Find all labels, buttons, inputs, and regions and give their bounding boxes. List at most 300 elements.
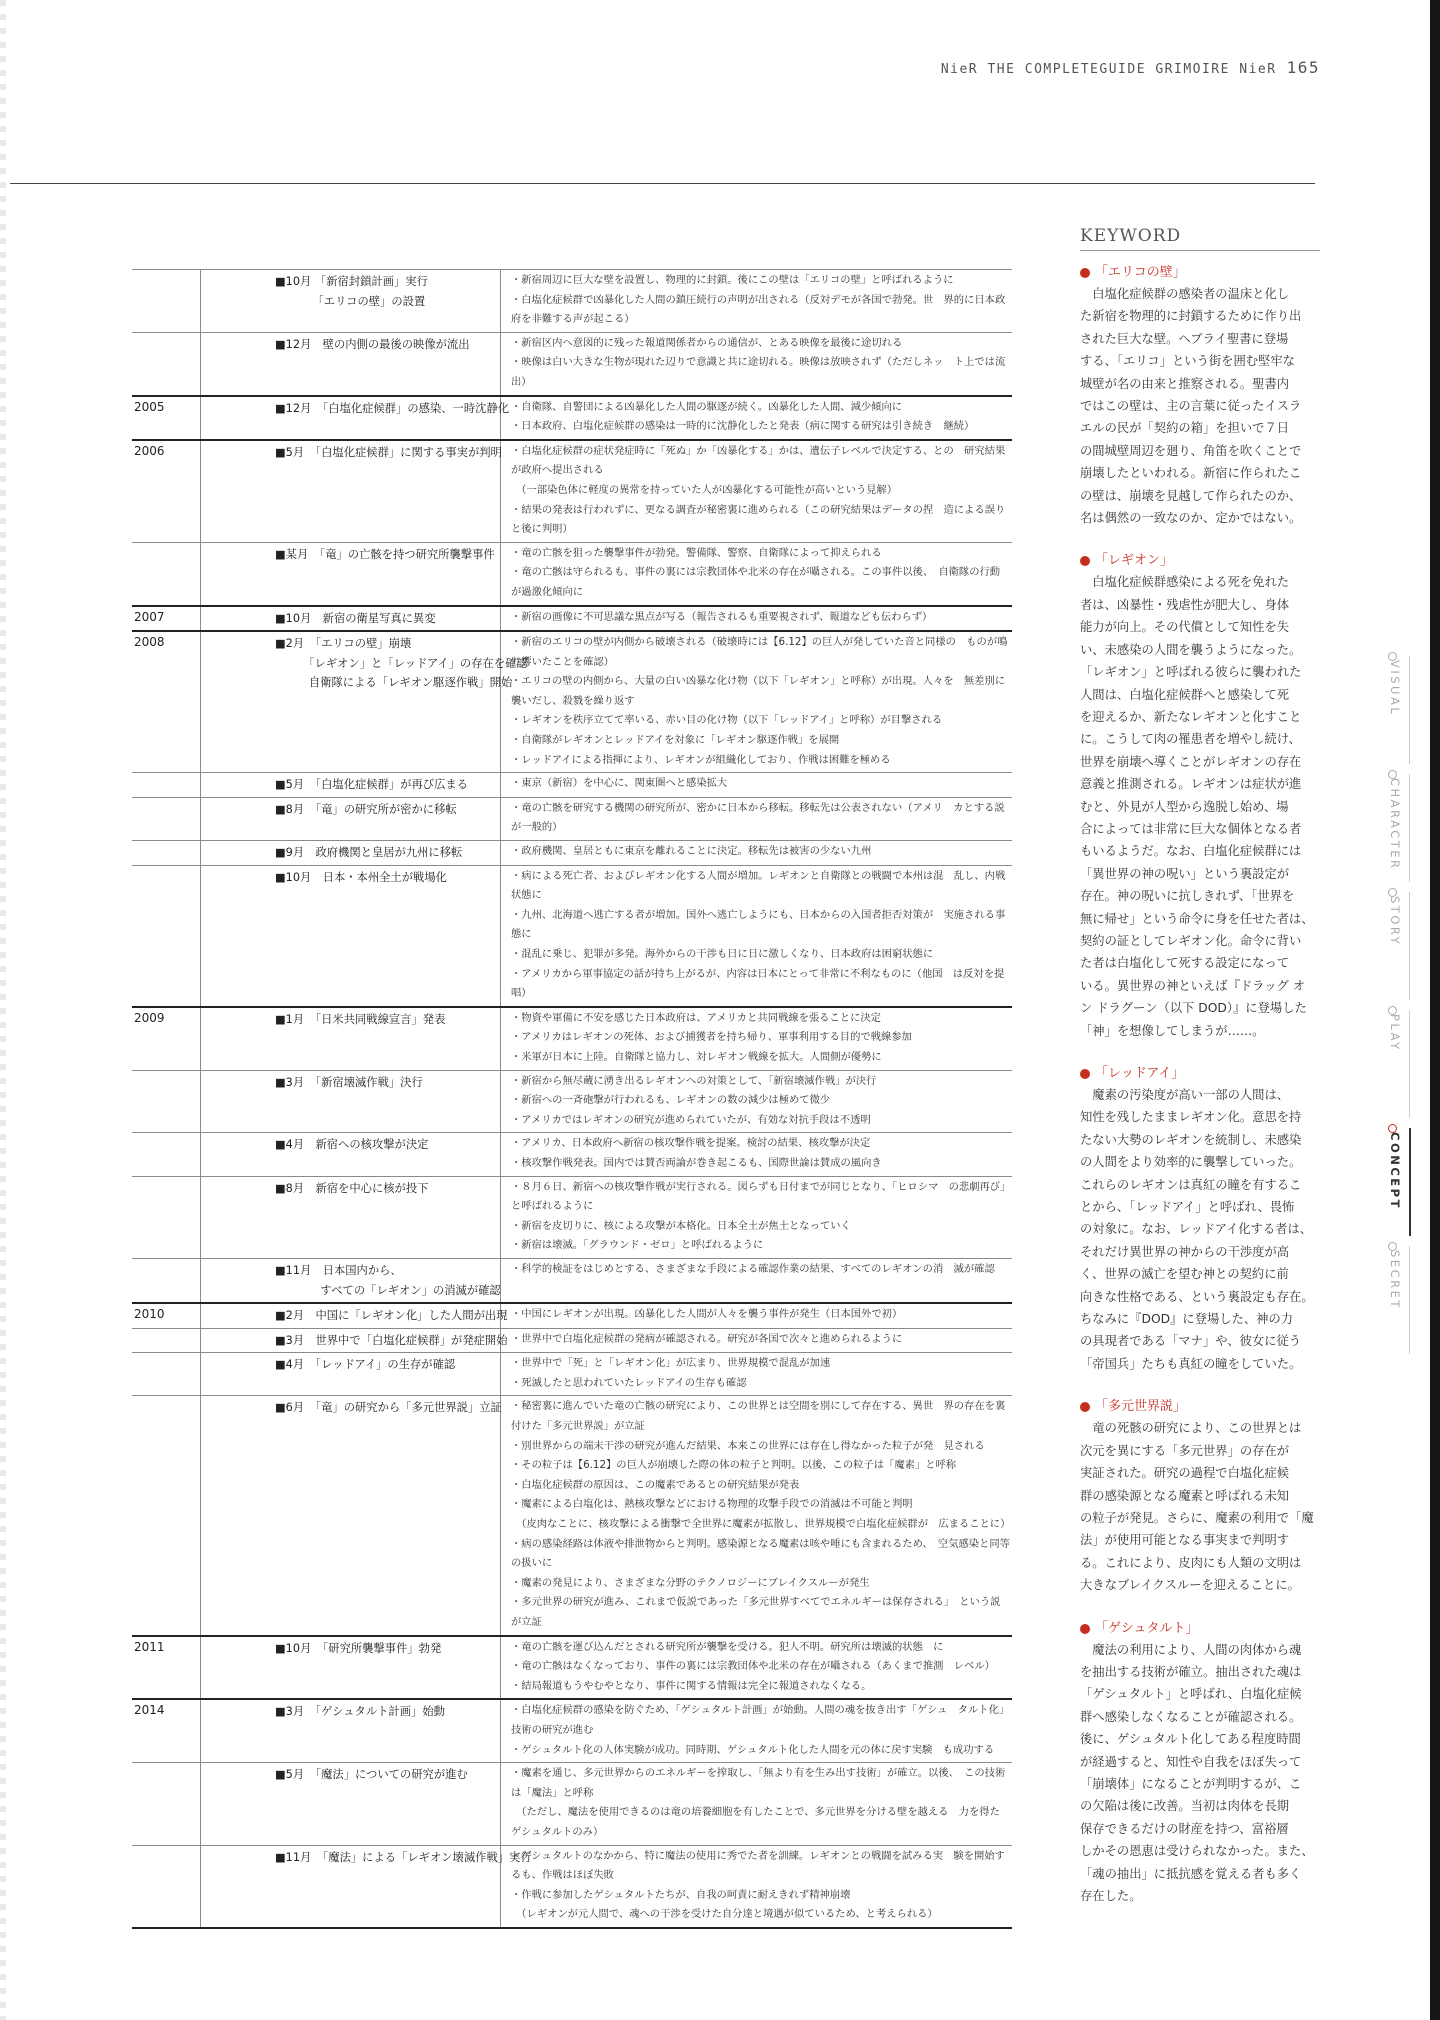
keyword-body-line: いる。異世界の神といえば『ドラッグ オ: [1080, 978, 1306, 993]
timeline-event-line: ■4月 「レッドアイ」の生存が確認: [275, 1358, 456, 1372]
keyword-body-line: とから、「レッドアイ」と呼ばれ、畏怖: [1080, 1200, 1295, 1215]
keyword-body-line: 存在した。: [1080, 1889, 1142, 1903]
keyword-heading: [1080, 1064, 1320, 1084]
timeline-year: 2010: [132, 1304, 201, 1328]
timeline-description-item: ・レギオンを秩序立てて率いる、赤い目の化け物（以下「レッドアイ」と呼称）が目撃される: [511, 714, 943, 727]
bullet-dot-icon: [1080, 1069, 1090, 1079]
timeline-event-line: 自衛隊による「レギオン駆逐作戦」開始: [275, 676, 513, 690]
keyword-body-line: 世界を崩壊へ導くことがレギオンの存在: [1080, 754, 1302, 769]
keyword-body-line: 崩壊したといわれる。新宿に作られたこ: [1080, 466, 1302, 481]
keyword-body-line: る。これにより、皮肉にも人類の文明は: [1080, 1555, 1302, 1570]
timeline-description-item: ・新宿区内へ意図的に残った報道関係者からの通信が、とある映像を最後に途切れる: [511, 336, 903, 349]
timeline-description-item: ・ゲシュタルトのなかから、特に魔法の使用に秀でた者を訓練。レギオンとの戦闘を試みる実 験を開始するも、作戦はほぼ失敗: [511, 1849, 1005, 1882]
keyword-body-line: の具現者である「マナ」や、彼女に従う: [1080, 1334, 1302, 1349]
timeline-row: [132, 1352, 1012, 1395]
timeline-description-item: ・多元世界の研究が進み、これまで仮説であった「多元世界すべてでエネルギーは保存される」 という説が立証: [511, 1596, 1001, 1628]
timeline-event-line: ■11月 日本国内から、: [275, 1263, 402, 1277]
timeline-row: [132, 840, 1012, 865]
timeline-description-item: ・新宿を皮切りに、核による攻撃が本格化。日本全土が焦土となっていく: [511, 1219, 851, 1232]
timeline-row: [132, 1132, 1012, 1175]
keyword-heading: [1080, 263, 1320, 283]
timeline-description-item: ・結局報道もうやむやとなり、事件に関する情報は完全に報道されなくなる。: [511, 1679, 872, 1692]
timeline-year: [132, 1177, 201, 1258]
timeline-description-item: ・物資や軍備に不安を感じた日本政府は、アメリカと共同戦線を張ることに決定: [511, 1011, 881, 1024]
timeline-event: [201, 1008, 501, 1070]
keyword-body-line: い、未感染の人間を襲うようになった。: [1080, 642, 1302, 657]
timeline-event: [201, 1353, 501, 1395]
timeline-description-item: ・自衛隊、自警団による凶暴化した人間の駆逐が続く。凶暴化した人間、減少傾向に: [511, 400, 903, 413]
timeline-event: [201, 1304, 508, 1328]
timeline-row: [132, 1698, 1012, 1762]
timeline-event-line: ■6月 「竜」の研究から「多元世界説」立証: [275, 1401, 502, 1415]
timeline-description-item: ・竜の亡骸を運び込んだとされる研究所が襲撃を受ける。犯人不明。研究所は壊滅的状態 に: [511, 1640, 944, 1653]
section-tab-divider: [1409, 656, 1410, 764]
keyword-body-line: 人間は、白塩化症候群へと感染して死: [1080, 687, 1290, 702]
section-tab-divider: [1409, 892, 1410, 1000]
keyword-body-line: の欠陥は後に改善。当初は肉体を長期: [1080, 1799, 1290, 1814]
keyword-body-line: 契約の証としてレギオン化。命令に背い: [1080, 933, 1302, 948]
timeline-description-item: ・米軍が日本に上陸。自衛隊と協力し、対レギオン戦線を拡大。人間側が優勢に: [511, 1050, 882, 1063]
timeline-description-item: ・中国にレギオンが出現。凶暴化した人間が人々を襲う事件が発生（日本国外で初）: [511, 1308, 903, 1321]
keyword-body-line: 「神」を想像してしまうが……。: [1080, 1023, 1265, 1038]
timeline-row: [132, 605, 1012, 631]
keyword-body: [1080, 1417, 1320, 1596]
keyword-body-line: 大きなブレイクスルーを迎えることに。: [1080, 1578, 1300, 1593]
timeline-event: [201, 1637, 501, 1699]
timeline-event-line: ■5月 「魔法」についての研究が進む: [275, 1768, 468, 1782]
keyword-entry: [1080, 551, 1320, 1042]
section-nav: [1374, 660, 1404, 1368]
header-title: NieR THE COMPLETEGUIDE GRIMOIRE NieR: [940, 62, 1277, 77]
timeline-description-item: ・アメリカから軍事協定の話が持ち上がるが、内容は日本にとって非常に不利なものに（他国 は反対を提唱）: [511, 967, 1005, 1000]
section-tab-label: SECRET: [1388, 1250, 1402, 1310]
timeline-table: [132, 269, 1012, 1929]
timeline-row: [132, 865, 1012, 1006]
timeline-description-item: ・政府機関、皇居ともに東京を離れることに決定。移転先は被害の少ない九州: [511, 845, 872, 858]
timeline-event: [201, 1259, 501, 1302]
timeline-row: [132, 1762, 1012, 1844]
keyword-heading: [1080, 551, 1320, 571]
timeline-year: [132, 1763, 201, 1844]
timeline-description: [501, 1329, 1012, 1353]
timeline-year: [132, 1329, 201, 1353]
timeline-event: [201, 798, 501, 840]
timeline-event: [201, 841, 501, 865]
section-tab-divider: [1409, 1128, 1411, 1236]
timeline-row: [132, 630, 1012, 772]
timeline-description: [501, 1008, 1012, 1070]
timeline-description-item: ・８月６日、新宿への核攻撃作戦が実行される。図らずも日付までが同じとなり、「ヒロシマ の悲劇再び」と呼ばれるように: [511, 1180, 1006, 1213]
timeline-event: [201, 1700, 501, 1762]
section-tab-play[interactable]: [1374, 1014, 1404, 1132]
timeline-description-item: ・混乱に乗じ、犯罪が多発。海外からの干渉も日に日に激しくなり、日本政府は困窮状態に: [511, 948, 934, 960]
keyword-body-line: 者は、凶暴性・残虐性が肥大し、身体: [1080, 597, 1290, 612]
timeline-description-item: ・竜の亡骸は守られるも、事件の裏には宗教団体や北米の存在が囁される。この事件以後、 自衛隊の行動が過激化傾向に: [511, 566, 1001, 598]
keyword-body-line: 知性を残したままレギオン化。意思を持: [1080, 1110, 1302, 1125]
timeline-description: [501, 397, 1012, 439]
keyword-body-line: 次元を異にする「多元世界」の存在が: [1080, 1443, 1290, 1458]
timeline-event-line: ■3月 「ゲシュタルト計画」始動: [275, 1705, 445, 1719]
keyword-body-line: の粒子が発見。さらに、魔素の利用で「魔: [1080, 1510, 1314, 1525]
timeline-row: [132, 1395, 1012, 1634]
timeline-year: 2009: [132, 1008, 201, 1070]
timeline-description: [501, 270, 1012, 332]
timeline-event: [201, 607, 501, 631]
timeline-description-item: （一部染色体に軽度の異常を持っていた人が凶暴化する可能性が高いという見解）: [511, 483, 898, 496]
timeline-description-item: ・魔素を通じ、多元世界からのエネルギーを搾取し、「無より有を生み出す技術」が確立。以後、 この技術は「魔法」と呼称: [511, 1767, 1006, 1799]
timeline-row: [132, 797, 1012, 840]
keyword-body-line: た者は白塩化して死する設定になって: [1080, 956, 1290, 971]
timeline-description: [501, 1637, 1012, 1699]
bullet-dot-icon: [1080, 268, 1090, 278]
keyword-body-line: 存在。神の呪いに抗しきれず、「世界を: [1080, 889, 1295, 904]
timeline-description-item: ・世界中で白塩化症候群の発病が確認される。研究が各国で次々と進められるように: [511, 1332, 903, 1345]
keyword-body-line: 無に帰せ」という命令に身を任せた者は、: [1080, 911, 1314, 926]
keyword-body-line: 白塩化症候群感染による死を免れた: [1080, 575, 1290, 590]
timeline-event-line: ■12月 壁の内側の最後の映像が流出: [275, 337, 470, 351]
timeline-description-item: ・ゲシュタルト化の人体実験が成功。同時期、ゲシュタルト化した人間を元の体に戻す実験 も成功する: [511, 1743, 995, 1756]
keyword-term: 「レッドアイ」: [1095, 1066, 1185, 1081]
timeline-description: [501, 1700, 1012, 1762]
timeline-description: [501, 1177, 1012, 1258]
timeline-description-item: ・新宿の画像に不可思議な黒点が写る（報告されるも重要視されず、報道なども伝わらず）: [511, 610, 933, 623]
timeline-description: [501, 1259, 1012, 1302]
keyword-heading: [1080, 1397, 1320, 1417]
timeline-description: [501, 1304, 1012, 1328]
timeline-event-line: ■8月 「竜」の研究所が密かに移転: [275, 802, 457, 816]
keyword-body-line: の壁は、崩壊を見越して作られたのか、: [1080, 488, 1302, 503]
timeline-description-item: ・死滅したと思われていたレッドアイの生存も確認: [511, 1376, 747, 1389]
timeline-row: [132, 1176, 1012, 1258]
timeline-row: [132, 1328, 1012, 1353]
timeline-year: [132, 1396, 201, 1634]
timeline-event-line: ■10月 日本・本州全土が戦場化: [275, 870, 447, 884]
timeline-year: 2008: [132, 632, 201, 772]
timeline-description-item: ・竜の亡骸を研究する機関の研究所が、密かに日本から移転。移転先は公表されない（アメリ カとする説が一般的）: [511, 801, 1005, 834]
timeline-row: [132, 332, 1012, 395]
timeline-description-item: ・病による死亡者、およびレギオン化する人間が増加。レギオンと自衛隊との戦闘で本州は混 乱し、内戦状態に: [511, 869, 1006, 902]
keyword-body: [1080, 283, 1320, 529]
binding-strip: [1430, 0, 1440, 2020]
timeline-event: [201, 1763, 501, 1844]
timeline-event-line: ■9月 政府機関と皇居が九州に移転: [275, 846, 463, 860]
timeline-description-item: ・白塩化症候群の症状発症時に「死ぬ」か「凶暴化する」かは、遺伝子レベルで決定する、との 研究結果が政府へ提出される: [511, 444, 1006, 477]
keyword-body-line: する、「エリコ」という街を囲む堅牢な: [1080, 354, 1295, 369]
timeline-event: [201, 1846, 532, 1927]
timeline-description-item: ・新宿から無尽蔵に湧き出るレギオンへの対策として、「新宿壊滅作戦」が決行: [511, 1074, 877, 1087]
keyword-body-line: 群の感染源となる魔素と呼ばれる未知: [1080, 1488, 1290, 1503]
timeline-description-item: ・東京（新宿）を中心に、関東圏へと感染拡大: [511, 777, 728, 790]
timeline-description-item: ・科学的検証をはじめとする、さまざまな手段による確認作業の結果、すべてのレギオンの消 滅が確認: [511, 1262, 995, 1275]
timeline-description-item: ・白塩化症候群の感染を防ぐため、「ゲシュタルト計画」が始動。人間の魂を抜き出す「ゲシュ タルト化」技術の研究が進む: [511, 1704, 1010, 1736]
timeline-event: [201, 270, 501, 332]
timeline-year: [132, 866, 201, 1006]
timeline-row: [132, 772, 1012, 797]
timeline-description-item: ・魔素の発見により、さまざまな分野のテクノロジーにブレイクスルーが発生: [511, 1576, 870, 1589]
keyword-body-line: 法」が使用可能となる事実まで判明す: [1080, 1533, 1290, 1548]
timeline-description: [501, 632, 1012, 772]
timeline-description-item: ・竜の亡骸を狙った襲撃事件が勃発。警備隊、警察、自衛隊によって抑えられる: [511, 546, 882, 559]
timeline-event-line: ■3月 「新宿壊滅作戦」決行: [275, 1075, 423, 1089]
timeline-year: [132, 270, 201, 332]
timeline-description: [501, 1071, 1012, 1133]
timeline-row: [132, 1635, 1012, 1699]
keyword-body-line: これらのレギオンは真紅の瞳を有するこ: [1080, 1177, 1302, 1192]
timeline-event-line: ■8月 新宿を中心に核が投下: [275, 1181, 429, 1195]
keyword-entry: [1080, 1619, 1320, 1908]
keyword-body-line: 保存できるだけの財産を持つ、富裕層: [1080, 1821, 1289, 1836]
timeline-description: [501, 1846, 1012, 1927]
timeline-event: [201, 1177, 501, 1258]
timeline-event: [201, 1133, 501, 1175]
timeline-description: [501, 798, 1012, 840]
section-tab-label: STORY: [1388, 896, 1402, 947]
page-edge: [0, 0, 6, 2020]
timeline-event-line: ■10月 「新宿封鎖計画」実行: [275, 275, 428, 288]
keyword-body-line: ではこの壁は、主の言葉に従ったイスラ: [1080, 399, 1302, 414]
timeline-description: [501, 841, 1012, 865]
timeline-description: [501, 543, 1012, 605]
timeline-event-line: ■4月 新宿への核攻撃が決定: [275, 1138, 429, 1152]
timeline-description: [501, 1353, 1012, 1395]
timeline-row: [132, 395, 1012, 439]
timeline-row: [132, 1070, 1012, 1133]
timeline-description: [501, 441, 1012, 542]
timeline-description: [501, 773, 1012, 797]
keyword-body-line: エルの民が「契約の箱」を担いで７日: [1080, 421, 1290, 436]
timeline-event-line: ■5月 「白塩化症候群」に関する事実が判明: [275, 445, 502, 459]
keyword-entry: [1080, 1397, 1320, 1596]
timeline-description-item: ・作戦に参加したゲシュタルトたちが、自我の呵責に耐えきれず精神崩壊: [511, 1888, 851, 1901]
section-tab-label: CONCEPT: [1388, 1132, 1402, 1210]
timeline-event: [201, 1329, 508, 1353]
timeline-event-line: ■2月 中国に「レギオン化」した人間が出現: [275, 1309, 508, 1323]
timeline-description: [501, 866, 1012, 1006]
keyword-body-line: もいるようだ。なお、白塩化症候群には: [1080, 844, 1302, 859]
header-rule: [10, 183, 1315, 184]
keyword-body-line: ン ドラグーン（以下 DOD）』に登場した: [1080, 1001, 1307, 1016]
timeline-description-item: ・世界中で「死」と「レギオン化」が広まり、世界規模で混乱が加速: [511, 1357, 831, 1370]
keyword-body-line: 城壁が名の由来と推察される。聖書内: [1080, 376, 1290, 391]
timeline-event-line: 「レギオン」と「レッドアイ」の存在を確認: [275, 656, 528, 670]
keyword-body-line: 魔素の汚染度が高い一部の人間は、: [1080, 1088, 1290, 1102]
section-tab-label: PLAY: [1388, 1014, 1402, 1052]
section-tab-divider: [1409, 1010, 1410, 1118]
timeline-description-item: ・日本政府、白塩化症候群の感染は一時的に沈静化したと発表（病に関する研究は引き続き 継続）: [511, 420, 975, 433]
timeline-row: [132, 439, 1012, 542]
keyword-body-line: たない大勢のレギオンを統制し、未感染: [1080, 1132, 1302, 1147]
keyword-body-line: 向きな性格である、という裏設定も存在。: [1080, 1289, 1314, 1304]
bullet-dot-icon: [1080, 1402, 1090, 1412]
keyword-body-line: 魔法の利用により、人間の肉体から魂: [1080, 1642, 1302, 1657]
timeline-description-item: ・その粒子は【6.12】の巨人が崩壊した際の体の粒子と判明。以後、この粒子は「魔素」と呼称: [511, 1459, 957, 1472]
keyword-body-line: 「レギオン」と呼ばれる彼らに襲われた: [1080, 665, 1302, 680]
timeline-event: [201, 866, 501, 1006]
timeline-event-line: ■11月 「魔法」による「レギオン壊滅作戦」実行: [275, 1850, 532, 1864]
keyword-term: 「ゲシュタルト」: [1095, 1620, 1199, 1636]
section-tab-label: CHARACTER: [1388, 778, 1402, 871]
bullet-dot-icon: [1080, 556, 1090, 566]
timeline-row: [132, 269, 1012, 332]
keyword-heading: [1080, 1619, 1320, 1639]
timeline-description-item: （ただし、魔法を使用できるのは竜の培養細胞を有したことで、多元世界を分ける壁を越える 力を得たゲシュタルトのみ）: [511, 1806, 1000, 1838]
timeline-description-item: ・アメリカはレギオンの死体、および捕獲者を持ち帰り、軍事利用する目的で戦線参加: [511, 1031, 912, 1044]
keyword-body-line: の間城壁周辺を廻り、角笛を吹くことで: [1080, 443, 1302, 458]
timeline-description: [501, 1763, 1012, 1844]
timeline-description-item: ・アメリカではレギオンの研究が進められていたが、有効な対抗手段は不透明: [511, 1113, 871, 1126]
timeline-description: [501, 1396, 1012, 1634]
keyword-body-line: それだけ異世界の神からの干渉度が高: [1080, 1244, 1290, 1259]
keyword-title: KEYWORD: [1080, 226, 1320, 251]
timeline-event: [201, 441, 501, 542]
timeline-description-item: ・新宿への一斉砲撃が行われるも、レギオンの数の減少は極めて微少: [511, 1094, 831, 1107]
timeline-description: [501, 1133, 1012, 1175]
page-number: 165: [1286, 58, 1320, 77]
timeline-description-item: ・結果の発表は行われずに、更なる調査が秘密裏に進められる（この研究結果はデータの捏 造による誤りと後に判明）: [511, 503, 1006, 536]
bullet-dot-icon: [1080, 1624, 1090, 1634]
timeline-description-item: ・魔素による白塩化は、熱核攻撃などにおける物理的攻撃手段での消滅は不可能と判明: [511, 1498, 913, 1511]
timeline-description-item: ・自衛隊がレギオンとレッドアイを対象に「レギオン駆逐作戦」を展開: [511, 734, 840, 747]
timeline-year: [132, 1133, 201, 1175]
keyword-body-line: の人間をより効率的に襲撃していった。: [1080, 1155, 1302, 1170]
keyword-body-line: 「帝国兵」たちも真紅の瞳をしていた。: [1080, 1356, 1302, 1371]
timeline-event: [201, 773, 501, 797]
timeline-event: [201, 1071, 501, 1133]
keyword-body-line: が経過すると、知性や自我をほぼ失って: [1080, 1754, 1302, 1769]
keyword-body-line: 合によっては非常に巨大な個体となる者: [1080, 821, 1302, 836]
keyword-body-line: しかその恩恵は受けられなかった。また、: [1080, 1844, 1314, 1859]
keyword-body: [1080, 1084, 1320, 1375]
keyword-body-line: むと、外見が人型から逸脱し始め、場: [1080, 799, 1289, 814]
timeline-row: [132, 1845, 1012, 1929]
timeline-description-item: ・アメリカ、日本政府へ新宿の核攻撃作戦を提案。検討の結果、核攻撃が決定: [511, 1137, 871, 1150]
keyword-body-line: を抽出する技術が確立。抽出された魂は: [1080, 1664, 1302, 1679]
timeline-description-item: ・新宿は壊滅。「グラウンド・ゼロ」と呼ばれるように: [511, 1239, 764, 1252]
keyword-body-line: 後に、ゲシュタルト化してある程度時間: [1080, 1732, 1301, 1747]
keyword-body-line: 実証された。研究の過程で白塩化症候: [1080, 1466, 1290, 1481]
timeline-event-line: ■5月 「白塩化症候群」が再び広まる: [275, 778, 468, 792]
section-tab-visual[interactable]: [1374, 660, 1404, 778]
timeline-year: 2007: [132, 607, 201, 631]
section-tab-story[interactable]: [1374, 896, 1404, 1014]
timeline-event-line: ■10月 「研究所襲撃事件」勃発: [275, 1641, 442, 1655]
section-tab-divider: [1409, 1246, 1410, 1354]
timeline-description: [501, 607, 1012, 631]
keyword-body-line: の対象に。なお、レッドアイ化する者は、: [1080, 1222, 1313, 1237]
timeline-event-line: すべての「レギオン」の消滅が確認: [275, 1283, 501, 1297]
timeline-event-line: 「エリコの壁」の設置: [275, 294, 426, 308]
timeline-event-line: ■3月 世界中で「白塩化症候群」が発症開始: [275, 1333, 508, 1347]
section-tab-concept[interactable]: [1374, 1132, 1404, 1250]
keyword-body-line: 「ゲシュタルト」と呼ばれ、白塩化症候: [1080, 1687, 1302, 1702]
timeline-description-item: ・レッドアイによる指揮により、レギオンが組織化しており、作戦は困難を極める: [511, 753, 891, 766]
timeline-year: [132, 1353, 201, 1395]
keyword-entry: [1080, 263, 1320, 529]
keyword-list: [1080, 263, 1320, 1907]
timeline-description-item: ・別世界からの端末干渉の研究が進んだ結果、本来この世界には存在し得なかった粒子が発 見される: [511, 1439, 985, 1452]
timeline-year: [132, 773, 201, 797]
section-tab-label: VISUAL: [1388, 660, 1402, 717]
keyword-body-line: 「崩壊体」になることが判明するが、こ: [1080, 1776, 1302, 1791]
timeline-event-line: ■某月 「竜」の亡骸を持つ研究所襲撃事件: [275, 547, 495, 561]
timeline-year: [132, 1071, 201, 1133]
keyword-body-line: た新宿を物理的に封鎖するために作り出: [1080, 309, 1302, 324]
timeline-description-item: （レギオンが元人間で、魂への干渉を受けた自分達と境遇が似ているため、と考えられる）: [511, 1908, 938, 1921]
keyword-body-line: を迎えるか、新たなレギオンと化すこと: [1080, 709, 1302, 724]
timeline-year: [132, 798, 201, 840]
section-tab-secret[interactable]: [1374, 1250, 1404, 1368]
keyword-body: [1080, 571, 1320, 1042]
timeline-year: [132, 543, 201, 605]
keyword-entry: [1080, 1064, 1320, 1375]
timeline-year: 2011: [132, 1637, 201, 1699]
keyword-body-line: く、世界の滅亡を望む神との契約に前: [1080, 1267, 1289, 1282]
keyword-body-line: 竜の死骸の研究により、この世界とは: [1080, 1421, 1302, 1436]
timeline-event: [201, 543, 501, 605]
keyword-body-line: に。こうして肉の罹患者を増やし続け、: [1080, 732, 1301, 747]
timeline-description-item: （皮肉なことに、核攻撃による衝撃で全世界に魔素が拡散し、世界規模で白塩化症候群が 広まることに）: [511, 1518, 1011, 1531]
keyword-term: 「レギオン」: [1095, 553, 1174, 569]
keyword-body-line: ちなみに『DOD』に登場した、神の力: [1080, 1312, 1294, 1327]
timeline-description-item: ・エリコの壁の内側から、大量の白い凶暴な化け物（以下「レギオン」と呼称）が出現。人々を 無差別に襲いだし、殺戮を繰り返す: [511, 675, 1006, 707]
timeline-year: 2005: [132, 397, 201, 439]
keyword-body-line: 意義と推測される。レギオンは症状が進: [1080, 777, 1302, 792]
keyword-body-line: 名は偶然の一致なのか、定かではない。: [1080, 511, 1302, 526]
section-tab-character[interactable]: [1374, 778, 1404, 896]
timeline-event: [201, 632, 528, 772]
keyword-term: 「多元世界説」: [1095, 1399, 1187, 1415]
timeline-year: 2014: [132, 1700, 201, 1762]
timeline-description-item: ・秘密裏に進んでいた竜の亡骸の研究により、この世界とは空間を別にして存在する、異世 界の存在を裏付けた「多元世界説」が立証: [511, 1400, 1006, 1433]
keyword-body-line: 「魂の抽出」に抵抗感を覚える者も多く: [1080, 1866, 1302, 1881]
timeline-row: [132, 1006, 1012, 1070]
timeline-description-item: ・病の感染経路は体液や排泄物からと判明。感染源となる魔素は咳や唾にも含まれるため、 空気感染と同等の扱いに: [511, 1537, 1010, 1570]
keyword-term: 「エリコの壁」: [1095, 265, 1186, 280]
timeline-year: [132, 1259, 201, 1302]
timeline-row: [132, 1302, 1012, 1328]
timeline-event-line: ■2月 「エリコの壁」崩壊: [275, 637, 412, 651]
timeline-year: 2006: [132, 441, 201, 542]
timeline-row: [132, 1258, 1012, 1302]
keyword-column: [1080, 226, 1320, 1907]
timeline-description-item: ・九州、北海道へ逃亡する者が増加。国外へ逃亡しようにも、日本からの入国者拒否対策が 実施される事態に: [511, 908, 1006, 941]
keyword-body-line: 白塩化症候群の感染者の温床と化し: [1080, 287, 1290, 301]
timeline-year: [132, 333, 201, 395]
keyword-body-line: 能力が向上。その代償として知性を失: [1080, 620, 1290, 635]
timeline-description: [501, 333, 1012, 395]
timeline-description-item: ・核攻撃作戦発表。国内では賛否両論が巻き起こるも、国際世論は賛成の風向き: [511, 1156, 882, 1169]
timeline-description-item: ・白塩化症候群の原因は、この魔素であるとの研究結果が発表: [511, 1478, 800, 1491]
keyword-body-line: 群へ感染しなくなることが確認される。: [1080, 1709, 1302, 1724]
section-tab-divider: [1409, 774, 1410, 882]
timeline-year: [132, 1846, 201, 1927]
running-header: [900, 58, 1320, 77]
timeline-event-line: ■12月 「白塩化症候群」の感染、一時沈静化: [275, 401, 510, 415]
timeline-event-line: ■1月 「日米共同戦線宣言」発表: [275, 1012, 446, 1026]
timeline-description-item: ・竜の亡骸はなくなっており、事件の裏には宗教団体や北米の存在が囁される（あくまで推測 レベル）: [511, 1660, 995, 1673]
keyword-body-line: された巨大な壁。ヘブライ聖書に登場: [1080, 331, 1289, 346]
timeline-year: [132, 841, 201, 865]
timeline-event: [201, 1396, 501, 1634]
timeline-description-item: ・映像は白い大きな生物が現れた辺りで意識と共に途切れる。映像は放映されず（ただしネッ ト上では流出）: [511, 356, 1006, 388]
keyword-body-line: 「異世界の神の呪い」という裏設定が: [1080, 866, 1290, 881]
timeline-event-line: ■10月 新宿の衛星写真に異変: [275, 611, 436, 625]
timeline-event: [201, 397, 510, 439]
timeline-description-item: ・新宿周辺に巨大な壁を設置し、物理的に封鎖。後にこの壁は「エリコの壁」と呼ばれるように: [511, 274, 954, 286]
keyword-body: [1080, 1639, 1320, 1908]
timeline-row: [132, 542, 1012, 605]
timeline-description-item: ・新宿のエリコの壁が内側から破壊される（破壊時には【6.12】の巨人が発していた音と同様の ものが鳴り響いたことを確認）: [511, 636, 1008, 668]
